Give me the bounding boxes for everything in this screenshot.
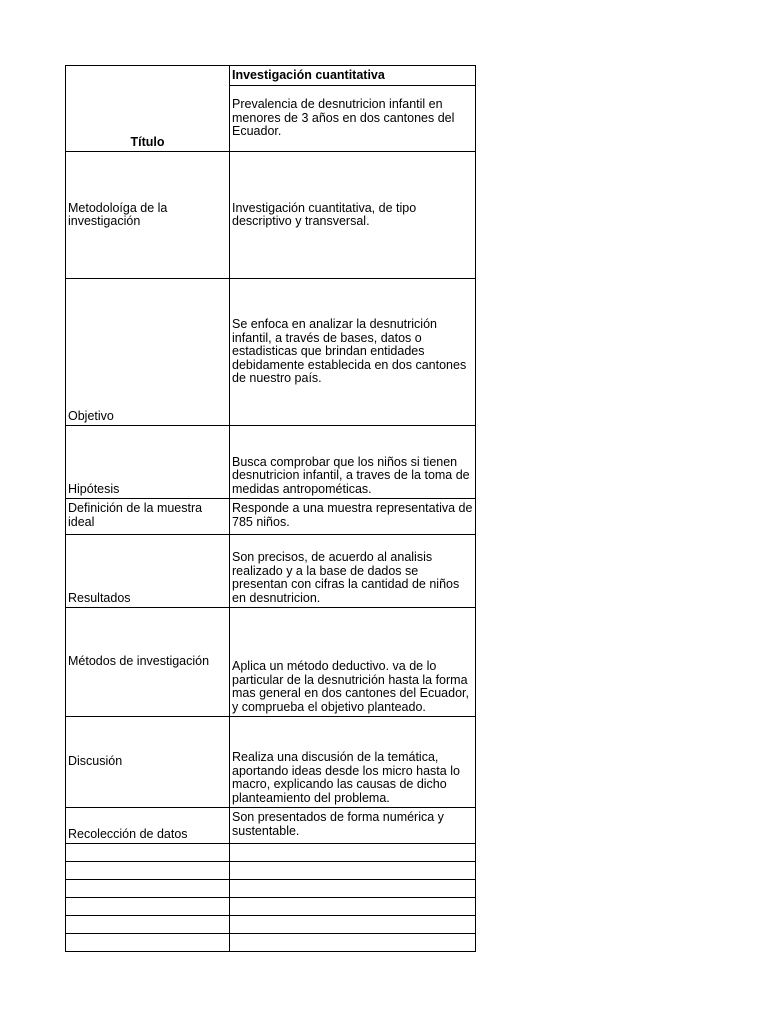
empty-cell bbox=[66, 880, 230, 898]
methodology-label: Metodoloíga de la investigación bbox=[66, 152, 230, 279]
empty-cell bbox=[66, 844, 230, 862]
table-row bbox=[66, 426, 476, 499]
discussion-label: Discusión bbox=[66, 717, 230, 808]
empty-cell bbox=[230, 898, 476, 916]
table-row bbox=[66, 535, 476, 608]
empty-cell bbox=[66, 862, 230, 880]
hypothesis-value: Busca comprobar que los niños si tienen desnutricion infantil, a traves de la toma de medidas antropométicas. bbox=[230, 426, 476, 499]
title-value: Prevalencia de desnutricion infantil en menores de 3 años en dos cantones del Ecuador. bbox=[230, 86, 476, 152]
results-value: Son precisos, de acuerdo al analisis realizado y a la base de dados se presentan con cifras la cantidad de niños en desnutricion. bbox=[230, 535, 476, 608]
methods-value: Aplica un método deductivo. va de lo particular de la desnutrición hasta la forma mas general en dos cantones del Ecuador, y comprueba el objetivo planteado. bbox=[230, 608, 476, 717]
table-row bbox=[66, 279, 476, 426]
objective-label: Objetivo bbox=[66, 279, 230, 426]
discussion-value: Realiza una discusión de la temática, aportando ideas desde los micro hasta lo macro, explicando las causas de dicho planteamiento del problema. bbox=[230, 717, 476, 808]
results-label: Resultados bbox=[66, 535, 230, 608]
empty-cell bbox=[230, 844, 476, 862]
table-row bbox=[66, 808, 476, 844]
empty-row bbox=[66, 880, 476, 898]
empty-cell bbox=[66, 934, 230, 952]
data-collection-label: Recolección de datos bbox=[66, 808, 230, 844]
objective-value: Se enfoca en analizar la desnutrición infantil, a través de bases, datos o estadisticas que brindan entidades debidamente establecida en dos cantones de nuestro país. bbox=[230, 279, 476, 426]
empty-row bbox=[66, 934, 476, 952]
table-row bbox=[66, 66, 476, 86]
title-label: Título bbox=[66, 66, 230, 152]
sample-value: Responde a una muestra representativa de 785 niños. bbox=[230, 499, 476, 535]
empty-cell bbox=[66, 916, 230, 934]
empty-row bbox=[66, 916, 476, 934]
empty-row bbox=[66, 898, 476, 916]
research-summary-table bbox=[65, 65, 476, 952]
empty-cell bbox=[230, 934, 476, 952]
empty-row bbox=[66, 844, 476, 862]
data-collection-value: Son presentados de forma numérica y sustentable. bbox=[230, 808, 476, 844]
header-title: Investigación cuantitativa bbox=[230, 66, 476, 86]
table-row bbox=[66, 152, 476, 279]
table-row bbox=[66, 608, 476, 717]
table-row bbox=[66, 717, 476, 808]
empty-cell bbox=[66, 898, 230, 916]
hypothesis-label: Hipótesis bbox=[66, 426, 230, 499]
methods-label: Métodos de investigación bbox=[66, 608, 230, 717]
empty-row bbox=[66, 862, 476, 880]
empty-cell bbox=[230, 862, 476, 880]
empty-cell bbox=[230, 880, 476, 898]
table-row bbox=[66, 499, 476, 535]
methodology-value: Investigación cuantitativa, de tipo descriptivo y transversal. bbox=[230, 152, 476, 279]
empty-cell bbox=[230, 916, 476, 934]
sample-label: Definición de la muestra ideal bbox=[66, 499, 230, 535]
